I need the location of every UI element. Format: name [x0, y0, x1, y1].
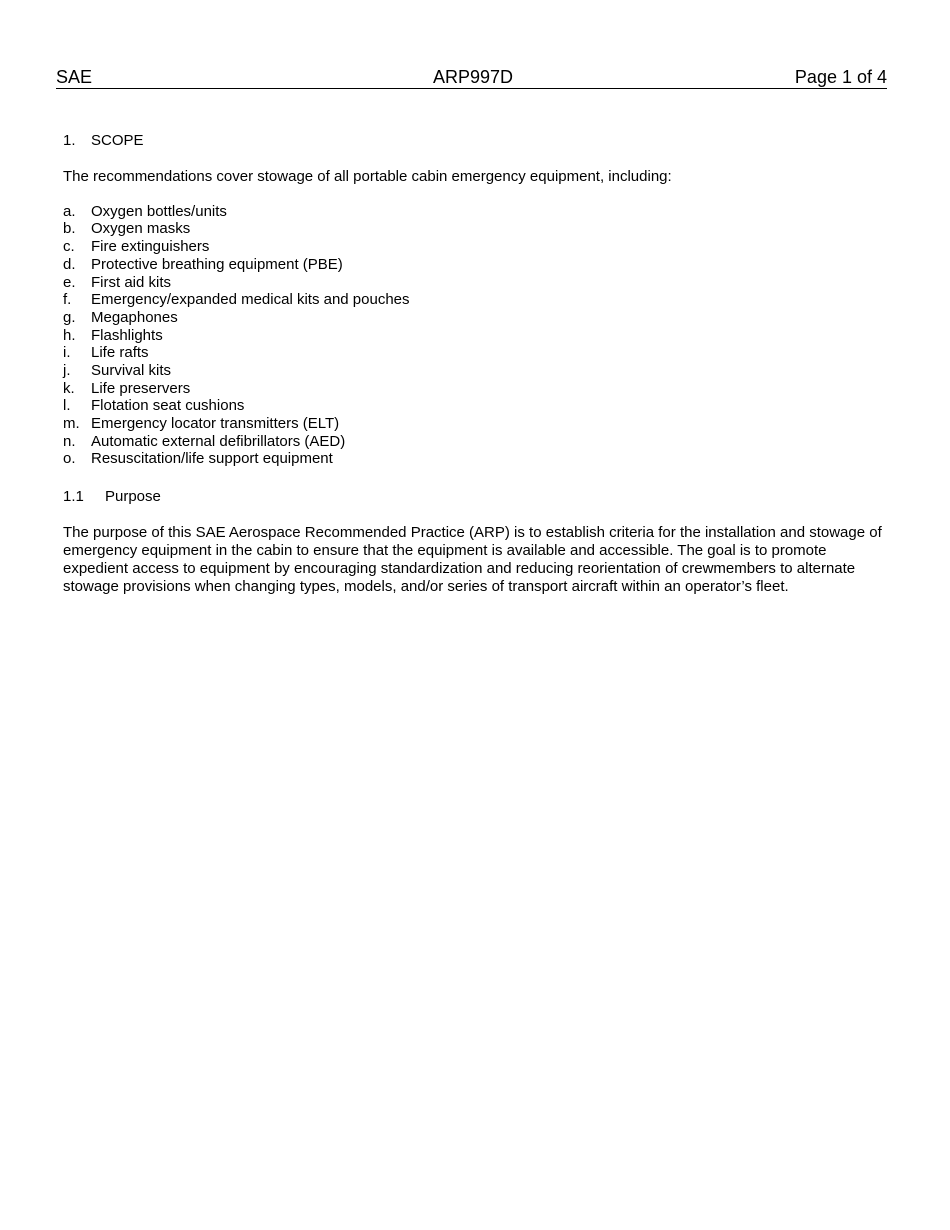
document-body: [63, 131, 893, 595]
scope-intro-paragraph: The recommendations cover stowage of all portable cabin emergency equipment, including:: [63, 168, 672, 185]
section-number: 1.: [63, 132, 76, 149]
list-item: [63, 238, 893, 256]
list-item-letter: b.: [63, 220, 76, 238]
list-item-letter: h.: [63, 326, 76, 344]
list-item-text: Flotation seat cushions: [91, 397, 245, 415]
list-item: [63, 203, 893, 221]
list-item: [63, 450, 893, 468]
list-item-text: Emergency locator transmitters (ELT): [91, 415, 340, 433]
list-item-letter: i.: [63, 344, 71, 362]
list-item-letter: n.: [63, 432, 76, 450]
list-item-text: Oxygen bottles/units: [91, 202, 227, 220]
list-item: [63, 291, 893, 309]
list-item: [63, 415, 893, 433]
section-heading-scope: [63, 131, 893, 151]
list-item: [63, 220, 893, 238]
purpose-paragraph: The purpose of this SAE Aerospace Recommended Practice (ARP) is to establish criteria for the installation and stowage of emergency equipment in the cabin to ensure that the equipment is available and accessible. The goal is to promote expedient access to equipment by encouraging standardization and reducing reorientation of crewmembers to alternate stowage provisions when changing types, models, and/or series of transport aircraft within an operator’s fleet.: [63, 524, 882, 595]
list-item: [63, 380, 893, 398]
section-title: Purpose: [105, 488, 161, 506]
list-item-text: Fire extinguishers: [91, 238, 210, 256]
section-title: SCOPE: [91, 132, 144, 149]
equipment-list: [63, 203, 893, 468]
list-item-letter: l.: [63, 397, 71, 415]
list-item-letter: e.: [63, 273, 76, 291]
header-page-label: Page 1 of 4: [794, 67, 887, 87]
list-item: [63, 256, 893, 274]
list-item-text: Megaphones: [91, 308, 178, 326]
list-item: [63, 344, 893, 362]
list-item: [63, 397, 893, 415]
list-item-letter: c.: [63, 238, 75, 256]
list-item-text: Resuscitation/life support equipment: [91, 450, 333, 468]
header-doc-id: ARP997D: [433, 67, 514, 87]
list-item-letter: k.: [63, 379, 75, 397]
list-item-letter: m.: [63, 415, 80, 433]
list-item-text: Emergency/expanded medical kits and pouches: [91, 291, 410, 309]
list-item-text: Life rafts: [91, 344, 149, 362]
header-org: SAE: [56, 67, 93, 87]
list-item: [63, 274, 893, 292]
section-number: 1.1: [63, 488, 84, 506]
list-item-text: Flashlights: [91, 326, 163, 344]
list-item-letter: o.: [63, 450, 76, 468]
list-item-text: First aid kits: [91, 273, 172, 291]
list-item-text: Oxygen masks: [91, 220, 191, 238]
list-item-text: Life preservers: [91, 379, 191, 397]
list-item-letter: f.: [63, 291, 72, 309]
list-item: [63, 433, 893, 451]
page-header: [56, 66, 887, 89]
section-heading-purpose: [63, 487, 893, 507]
list-item: [63, 362, 893, 380]
list-item-letter: j.: [63, 361, 71, 379]
list-item-letter: g.: [63, 308, 76, 326]
list-item-text: Survival kits: [91, 361, 172, 379]
list-item-text: Automatic external defibrillators (AED): [91, 432, 346, 450]
list-item-letter: d.: [63, 255, 76, 273]
list-item: [63, 327, 893, 345]
list-item: [63, 309, 893, 327]
list-item-text: Protective breathing equipment (PBE): [91, 255, 343, 273]
list-item-letter: a.: [63, 202, 76, 220]
